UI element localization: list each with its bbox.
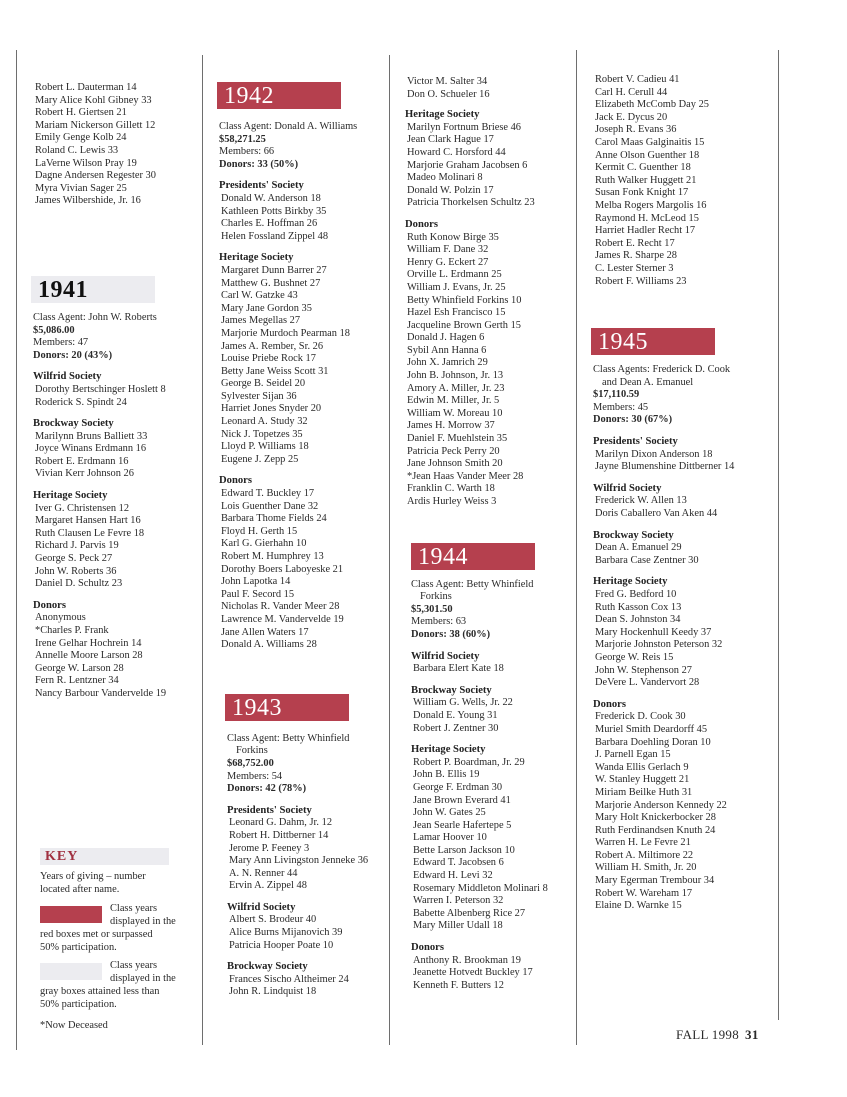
- class-agent: Class Agent: Donald A. Williams: [219, 121, 358, 132]
- list-item: Eugene J. Zepp 25: [221, 453, 299, 465]
- list-item: Jacqueline Brown Gerth 15: [407, 319, 521, 331]
- list-item: John W. Roberts 36: [35, 565, 117, 577]
- class-agent: and Dean A. Emanuel: [602, 376, 694, 388]
- list-item: James Megellas 27: [221, 315, 301, 327]
- list-item: Frederick W. Allen 13: [595, 495, 687, 507]
- list-item: Edward T. Buckley 17: [221, 488, 315, 500]
- society-heading: Presidents' Society: [593, 436, 678, 448]
- list-item: Patricia Thorkelsen Schultz 23: [407, 197, 535, 209]
- donors-count: Donors: 20 (43%): [33, 349, 113, 361]
- list-item: Charles E. Hoffman 26: [221, 218, 318, 230]
- key-text: displayed in the: [110, 915, 176, 927]
- list-item: James H. Morrow 37: [407, 420, 495, 432]
- name-list: [405, 122, 575, 210]
- society-heading: Heritage Society: [33, 490, 108, 502]
- donors-heading: Donors: [411, 942, 444, 954]
- list-item: DeVere L. Vandervort 28: [595, 677, 700, 689]
- list-item: Donald E. Young 31: [413, 709, 498, 721]
- list-item: Robert M. Humphrey 13: [221, 551, 324, 562]
- year-label: 1943: [232, 694, 282, 721]
- list-item: Franklin C. Warth 18: [407, 483, 495, 495]
- donors-heading: Donors: [33, 599, 66, 611]
- key-text: Class years: [110, 960, 158, 972]
- name-list: [593, 542, 775, 567]
- list-item: Jack E. Dycus 20: [595, 111, 668, 123]
- list-item: Lloyd P. Williams 18: [221, 441, 309, 453]
- list-item: Amory A. Miller, Jr. 23: [407, 382, 505, 394]
- class-agent: Forkins: [236, 745, 268, 757]
- list-item: John W. Gates 25: [413, 807, 486, 819]
- name-list: [33, 503, 198, 591]
- donors-count: Donors: 33 (50%): [219, 158, 299, 170]
- name-list: [405, 76, 575, 101]
- column-rule: [576, 50, 577, 1045]
- list-item: Edward H. Levi 32: [413, 870, 493, 882]
- list-item: Edwin M. Miller, Jr. 5: [407, 395, 500, 407]
- list-item: Robert H. Dittberner 14: [229, 829, 329, 841]
- members-count: Members: 66: [219, 146, 275, 158]
- name-list: [219, 265, 387, 467]
- list-item: Betty Whinfield Forkins 10: [407, 294, 522, 306]
- list-item: Leonard A. Study 32: [221, 416, 308, 428]
- list-item: Marjorie Anderson Kennedy 22: [595, 799, 727, 811]
- list-item: Patricia Peck Perry 20: [407, 445, 500, 457]
- list-item: Donald A. Williams 28: [221, 639, 317, 651]
- list-item: Muriel Smith Deardorff 45: [595, 723, 708, 735]
- list-item: Jayne Blumenshine Dittberner 14: [595, 461, 735, 473]
- class-agent: Class Agent: John W. Roberts: [33, 311, 157, 323]
- list-item: Ruth Kasson Cox 13: [595, 601, 682, 613]
- members-count: Members: 54: [227, 770, 283, 782]
- list-item: Susan Fonk Knight 17: [595, 187, 689, 199]
- list-item: Dean A. Emanuel 29: [595, 542, 682, 554]
- name-list: [593, 74, 775, 288]
- list-item: Anne Olson Guenther 18: [595, 149, 700, 161]
- year-box-1942: [217, 82, 341, 109]
- list-item: Emily Genge Kolb 24: [35, 132, 127, 144]
- key-text: located after name.: [40, 883, 120, 895]
- list-item: Vivian Kerr Johnson 26: [35, 468, 134, 480]
- donors-heading: Donors: [405, 218, 438, 230]
- list-item: Margaret Dunn Barrer 27: [221, 264, 327, 276]
- list-item: Sybil Ann Hanna 6: [407, 344, 487, 356]
- list-item: William G. Wells, Jr. 22: [413, 697, 513, 709]
- list-item: Ruth Konow Birge 35: [407, 231, 499, 243]
- list-item: George F. Erdman 30: [413, 781, 503, 793]
- list-item: Harriet Hadler Recht 17: [595, 225, 696, 237]
- year-label: 1942: [224, 83, 274, 109]
- list-item: Nancy Barbour Vandervelde 19: [35, 687, 167, 699]
- list-item: Joseph R. Evans 36: [595, 124, 677, 136]
- list-item: Carl H. Cerull 44: [595, 86, 668, 98]
- list-item: Marjorie Johnston Peterson 32: [595, 639, 723, 651]
- society-heading: Brockway Society: [593, 529, 674, 541]
- name-list: [593, 589, 775, 690]
- name-list: [411, 955, 575, 993]
- list-item: George S. Peck 27: [35, 553, 113, 565]
- list-item: Wanda Ellis Gerlach 9: [595, 761, 689, 773]
- class-agent: Forkins: [420, 591, 452, 603]
- list-item: Karl G. Gierhahn 10: [221, 538, 307, 550]
- list-item: Mary Hockenhull Keedy 37: [595, 626, 712, 638]
- list-item: Daniel D. Schultz 23: [35, 578, 123, 590]
- key-text: displayed in the: [110, 972, 176, 984]
- list-item: Marjorie Graham Jacobsen 6: [407, 159, 528, 171]
- members-count: Members: 47: [33, 337, 89, 349]
- key-text: gray boxes attained less than: [40, 986, 160, 998]
- list-item: Marjorie Murdoch Pearman 18: [221, 327, 350, 339]
- donors-count: Donors: 30 (67%): [593, 414, 673, 426]
- column-3: [405, 76, 575, 992]
- list-item: Howard C. Horsford 44: [407, 146, 506, 158]
- page-number: 31: [745, 1027, 759, 1042]
- amount: $5,086.00: [33, 324, 75, 336]
- year-box-1943: [225, 694, 349, 721]
- name-list: [33, 384, 198, 409]
- key-text: Class years: [110, 903, 158, 915]
- list-item: Fern R. Lentzner 34: [35, 675, 119, 687]
- list-item: Barbara Thome Fields 24: [221, 513, 327, 525]
- list-item: Patricia Hooper Poate 10: [229, 939, 334, 951]
- society-heading: Presidents' Society: [227, 804, 312, 816]
- members-count: Members: 63: [411, 616, 467, 628]
- list-item: Myra Vivian Sager 25: [35, 182, 127, 194]
- list-item: Lamar Hoover 10: [413, 832, 487, 844]
- list-item: Jeanette Hotvedt Buckley 17: [413, 967, 533, 979]
- list-item: Irene Gelhar Hochrein 14: [35, 637, 142, 649]
- list-item: Madeo Molinari 8: [407, 172, 483, 184]
- list-item: Don O. Schueler 16: [407, 88, 490, 100]
- list-item: Robert H. Giertsen 21: [35, 107, 127, 119]
- list-item: Daniel F. Muehlstein 35: [407, 433, 508, 445]
- list-item: Mary Alice Kohl Gibney 33: [35, 94, 152, 106]
- list-item: Roderick S. Spindt 24: [35, 396, 127, 408]
- name-list: [227, 817, 387, 893]
- amount: $68,752.00: [227, 757, 274, 769]
- list-item: LaVerne Wilson Pray 19: [35, 157, 137, 169]
- year-box-1945: [591, 328, 715, 355]
- list-item: Jerome P. Feeney 3: [229, 842, 310, 854]
- name-list: [411, 697, 575, 735]
- list-item: Anonymous: [35, 612, 86, 624]
- list-item: George B. Seidel 20: [221, 378, 306, 390]
- list-item: Robert F. Williams 23: [595, 275, 687, 287]
- list-item: Ruth Clausen Le Fevre 18: [35, 527, 145, 539]
- list-item: Rosemary Middleton Molinari 8: [413, 882, 548, 894]
- name-list: [33, 82, 198, 208]
- list-item: Lois Guenther Dane 32: [221, 500, 319, 512]
- list-item: Dagne Andersen Regester 30: [35, 170, 156, 182]
- year-label: 1941: [38, 276, 88, 303]
- list-item: C. Lester Sterner 3: [595, 262, 674, 274]
- list-item: Fred G. Bedford 10: [595, 589, 677, 600]
- list-item: Elizabeth McComb Day 25: [595, 99, 709, 111]
- society-heading: Wilfrid Society: [593, 482, 662, 494]
- list-item: Roland C. Lewis 33: [35, 144, 119, 156]
- donors-heading: Donors: [219, 475, 252, 487]
- amount: $58,271.25: [219, 133, 266, 145]
- list-item: Robert L. Dauterman 14: [35, 82, 137, 93]
- list-item: Robert J. Zentner 30: [413, 722, 499, 734]
- list-item: Albert S. Brodeur 40: [229, 914, 317, 926]
- list-item: *Jean Haas Vander Meer 28: [407, 470, 524, 482]
- list-item: Robert P. Boardman, Jr. 29: [413, 756, 525, 768]
- list-item: Warren H. Le Fevre 21: [595, 837, 691, 849]
- name-list: [411, 757, 575, 933]
- list-item: Robert E. Recht 17: [595, 237, 675, 249]
- list-item: Mary Miller Udall 18: [413, 920, 503, 932]
- list-item: Mary Egerman Trembour 34: [595, 875, 715, 887]
- list-item: James A. Rember, Sr. 26: [221, 340, 324, 352]
- list-item: Mary Jane Gordon 35: [221, 302, 312, 314]
- list-item: Anthony R. Brookman 19: [413, 954, 521, 966]
- name-list: [593, 449, 775, 474]
- list-item: William W. Moreau 10: [407, 407, 503, 419]
- key-text: 50% participation.: [40, 941, 117, 953]
- gray-swatch: [40, 963, 102, 980]
- list-item: George W. Reis 15: [595, 651, 674, 663]
- class-agent: Class Agent: Betty Whinfield: [227, 732, 350, 744]
- donors-heading: Donors: [593, 698, 626, 710]
- list-item: Sylvester Sijan 36: [221, 390, 297, 402]
- list-item: Mariam Nickerson Gillett 12: [35, 119, 156, 131]
- society-heading: Wilfrid Society: [227, 901, 296, 913]
- list-item: Matthew G. Bushnet 27: [221, 277, 321, 289]
- list-item: Ardis Hurley Weiss 3: [407, 496, 497, 507]
- year-box-1944: [411, 543, 535, 570]
- amount: $17,110.59: [593, 389, 640, 401]
- class-agent: Class Agent: Betty Whinfield: [411, 578, 534, 590]
- list-item: Ruth Walker Huggett 21: [595, 174, 697, 186]
- society-heading: Brockway Society: [33, 418, 114, 430]
- society-heading: Brockway Society: [411, 684, 492, 696]
- list-item: Louise Priebe Rock 17: [221, 353, 316, 365]
- list-item: Jane Johnson Smith 20: [407, 458, 503, 470]
- list-item: Barbara Doehling Doran 10: [595, 736, 711, 748]
- list-item: Lawrence M. Vandervelde 19: [221, 613, 344, 625]
- society-heading: Brockway Society: [227, 961, 308, 973]
- year-label: 1944: [418, 543, 468, 570]
- list-item: Betty Jane Weiss Scott 31: [221, 365, 329, 377]
- list-item: Donald W. Anderson 18: [221, 192, 321, 204]
- list-item: Robert V. Cadieu 41: [595, 74, 680, 85]
- list-item: Dorothy Bertschinger Hoslett 8: [35, 383, 166, 395]
- column-rule: [778, 50, 779, 1020]
- name-list: [227, 914, 387, 952]
- society-heading: Heritage Society: [405, 109, 480, 121]
- list-item: Annelle Moore Larson 28: [35, 650, 143, 662]
- list-item: John R. Lindquist 18: [229, 986, 317, 998]
- red-swatch: [40, 906, 102, 923]
- list-item: William F. Dane 32: [407, 244, 489, 256]
- list-item: John B. Ellis 19: [413, 769, 480, 781]
- list-item: Edward T. Jacobsen 6: [413, 857, 504, 869]
- year-box-1941: [31, 276, 155, 303]
- class-agent: Class Agents: Frederick D. Cook: [593, 364, 731, 376]
- name-list: [593, 495, 775, 520]
- list-item: Kenneth F. Butters 12: [413, 979, 504, 991]
- list-item: Margaret Hansen Hart 16: [35, 515, 141, 527]
- name-list: [593, 711, 775, 913]
- list-item: Frances Sischo Altheimer 24: [229, 973, 349, 985]
- list-item: Barbara Elert Kate 18: [413, 663, 504, 675]
- column-rule: [16, 50, 17, 1050]
- list-item: Dorothy Boers Laboyeske 21: [221, 563, 344, 575]
- list-item: Joyce Winans Erdmann 16: [35, 443, 147, 455]
- list-item: Melba Rogers Margolis 16: [595, 199, 707, 211]
- list-item: Barbara Case Zentner 30: [595, 554, 699, 566]
- list-item: J. Parnell Egan 15: [595, 749, 671, 761]
- list-item: Alice Burns Mijanovich 39: [229, 927, 343, 939]
- list-item: James R. Sharpe 28: [595, 250, 677, 262]
- list-item: Carol Maas Galginaitis 15: [595, 136, 705, 148]
- name-list: [411, 663, 575, 676]
- column-4: [593, 74, 775, 913]
- list-item: John Lapotka 14: [221, 576, 291, 588]
- list-item: Jane Brown Everard 41: [413, 794, 511, 806]
- list-item: Warren I. Peterson 32: [413, 895, 504, 907]
- column-1: [33, 82, 198, 701]
- key-text: red boxes met or surpassed: [40, 929, 153, 941]
- list-item: Frederick D. Cook 30: [595, 711, 686, 723]
- list-item: Hazel Esh Francisco 15: [407, 307, 506, 319]
- list-item: Mary Holt Knickerbocker 28: [595, 812, 716, 824]
- list-item: William J. Evans, Jr. 25: [407, 281, 506, 293]
- year-label: 1945: [598, 329, 648, 356]
- key-title: KEY: [40, 848, 169, 865]
- list-item: Leonard G. Dahm, Jr. 12: [229, 817, 333, 829]
- list-item: Robert E. Erdmann 16: [35, 455, 129, 467]
- members-count: Members: 45: [593, 401, 649, 413]
- donors-count: Donors: 38 (60%): [411, 628, 491, 640]
- key-text: 50% participation.: [40, 998, 117, 1010]
- donors-count: Donors: 42 (78%): [227, 783, 307, 795]
- list-item: W. Stanley Huggett 21: [595, 774, 690, 786]
- list-item: John X. Jamrich 29: [407, 357, 488, 369]
- name-list: [33, 431, 198, 481]
- list-item: Paul F. Secord 15: [221, 588, 295, 600]
- list-item: James Wilbershide, Jr. 16: [35, 195, 141, 207]
- list-item: Robert W. Wareham 17: [595, 887, 693, 899]
- society-heading: Heritage Society: [411, 744, 486, 756]
- list-item: Richard J. Parvis 19: [35, 540, 119, 552]
- issue-label: FALL 1998: [676, 1027, 740, 1042]
- deceased-note: *Now Deceased: [40, 1019, 108, 1031]
- list-item: Ruth Ferdinandsen Knuth 24: [595, 824, 716, 836]
- list-item: Raymond H. McLeod 15: [595, 212, 699, 224]
- key-legend: [40, 848, 200, 1032]
- name-list: [405, 232, 575, 509]
- list-item: Jean Clark Hague 17: [407, 134, 494, 146]
- column-rule: [389, 55, 390, 1045]
- list-item: Kermit C. Guenther 18: [595, 162, 691, 174]
- list-item: *Charles P. Frank: [35, 625, 109, 636]
- list-item: Carl W. Gatzke 43: [221, 290, 298, 302]
- list-item: Donald W. Polzin 17: [407, 184, 494, 196]
- list-item: Doris Caballero Van Aken 44: [595, 508, 718, 520]
- list-item: Babette Albenberg Rice 27: [413, 907, 526, 919]
- key-text: Years of giving – number: [40, 871, 146, 882]
- list-item: Nicholas R. Vander Meer 28: [221, 601, 340, 613]
- list-item: George W. Larson 28: [35, 662, 124, 674]
- society-heading: Wilfrid Society: [33, 371, 102, 383]
- list-item: William H. Smith, Jr. 20: [595, 862, 697, 874]
- list-item: Floyd H. Gerth 15: [221, 525, 298, 537]
- list-item: Orville L. Erdmann 25: [407, 269, 502, 281]
- list-item: Miriam Beilke Huth 31: [595, 786, 693, 798]
- list-item: John W. Stephenson 27: [595, 664, 692, 676]
- list-item: Ervin A. Zippel 48: [229, 880, 307, 892]
- list-item: Kathleen Potts Birkby 35: [221, 205, 327, 217]
- list-item: Bette Larson Jackson 10: [413, 844, 515, 856]
- society-heading: Heritage Society: [219, 252, 294, 264]
- list-item: Marilyn Dixon Anderson 18: [595, 448, 713, 460]
- list-item: Helen Fossland Zippel 48: [221, 230, 329, 242]
- list-item: A. N. Renner 44: [229, 867, 298, 879]
- page-footer: [676, 1027, 759, 1043]
- name-list: [33, 612, 198, 700]
- society-heading: Presidents' Society: [219, 180, 304, 192]
- column-2: [219, 78, 387, 999]
- list-item: Marilyn Fortnum Briese 46: [407, 121, 521, 133]
- society-heading: Heritage Society: [593, 576, 668, 588]
- name-list: [219, 193, 387, 243]
- list-item: Marilynn Bruns Balliett 33: [35, 430, 148, 442]
- list-item: Nick J. Topetzes 35: [221, 428, 303, 440]
- amount: $5,301.50: [411, 603, 453, 615]
- list-item: Henry G. Eckert 27: [407, 256, 489, 268]
- list-item: Jane Allen Waters 17: [221, 626, 309, 638]
- list-item: Mary Ann Livingston Jenneke 36: [229, 855, 369, 867]
- list-item: Iver G. Christensen 12: [35, 502, 130, 514]
- list-item: John B. Johnson, Jr. 13: [407, 370, 504, 382]
- list-item: Harriet Jones Snyder 20: [221, 403, 322, 415]
- list-item: Jean Searle Hafertepe 5: [413, 819, 512, 831]
- name-list: [227, 974, 387, 999]
- list-item: Robert A. Miltimore 22: [595, 849, 694, 861]
- list-item: Donald J. Hagen 6: [407, 332, 485, 344]
- column-rule: [202, 55, 203, 1045]
- name-list: [219, 488, 387, 652]
- list-item: Elaine D. Warnke 15: [595, 900, 682, 912]
- list-item: Dean S. Johnston 34: [595, 614, 681, 626]
- society-heading: Wilfrid Society: [411, 650, 480, 662]
- list-item: Victor M. Salter 34: [407, 76, 488, 87]
